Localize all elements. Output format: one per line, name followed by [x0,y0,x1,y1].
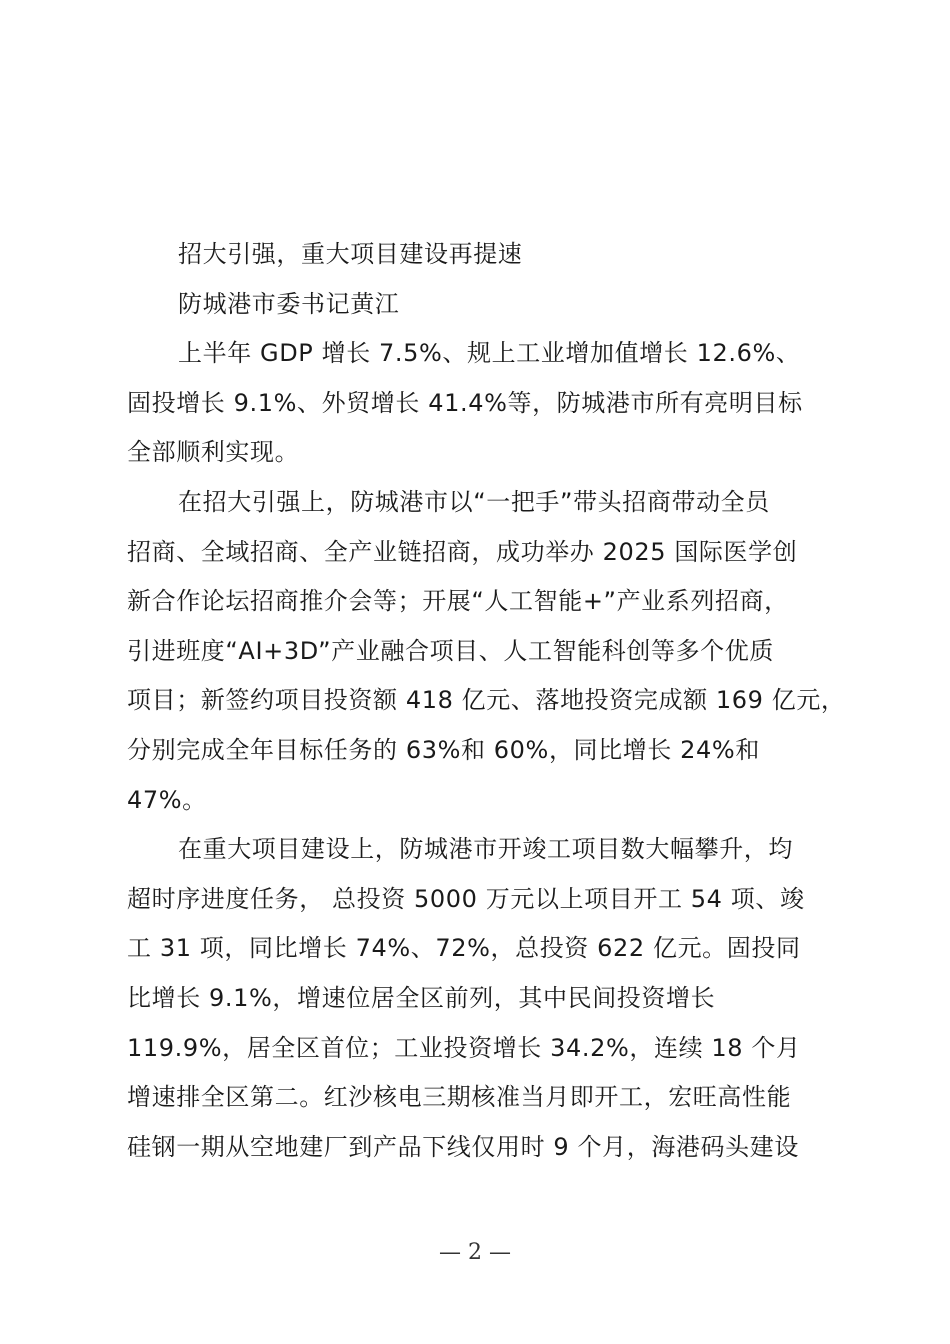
section-heading: 招大引强，重大项目建设再提速 [178,240,523,268]
paragraph-2-line-4: 引进班度“AI+3D”产业融合项目、人工智能科创等多个优质 [127,636,774,665]
paragraph-2-line-3: 新合作论坛招商推介会等；开展“人工智能+”产业系列招商， [127,587,789,616]
paragraph-1-line-2: 固投增长 9.1%、外贸增长 41.4%等，防城港市所有亮明目标 [127,388,803,417]
paragraph-3-line-6: 增速排全区第二。红沙核电三期核准当月即开工，宏旺高性能 [127,1083,792,1112]
paragraph-2-line-1: 在招大引强上，防城港市以“一把手”带头招商带动全员 [178,487,770,516]
paragraph-1-line-3: 全部顺利实现。 [127,438,300,467]
author-line: 防城港市委书记黄江 [178,289,400,318]
paragraph-2-line-7: 47%。 [127,785,207,814]
page-number: — 2 — [439,1240,511,1265]
paragraph-2-line-5: 项目；新签约项目投资额 418 亿元、落地投资完成额 169 亿元， [127,686,846,715]
document-body [127,230,847,1172]
paragraph-1-line-1: 上半年 GDP 增长 7.5%、规上工业增加值增长 12.6%、 [178,339,801,368]
paragraph-3-line-2: 超时序进度任务， 总投资 5000 万元以上项目开工 54 项、竣 [127,884,805,913]
paragraph-3-line-4: 比增长 9.1%，增速位居全区前列，其中民间投资增长 [127,983,716,1012]
paragraph-3-line-7: 硅钢一期从空地建厂到产品下线仅用时 9 个月，海港码头建设 [127,1132,799,1161]
paragraph-2-line-2: 招商、全域招商、全产业链招商，成功举办 2025 国际医学创 [127,537,798,566]
paragraph-3-line-3: 工 31 项，同比增长 74%、72%，总投资 622 亿元。固投同 [127,934,801,963]
paragraph-3-line-1: 在重大项目建设上，防城港市开竣工项目数大幅攀升，均 [178,835,793,864]
paragraph-3-line-5: 119.9%，居全区首位；工业投资增长 34.2%，连续 18 个月 [127,1033,801,1062]
paragraph-2-line-6: 分别完成全年目标任务的 63%和 60%，同比增长 24%和 [127,735,760,764]
